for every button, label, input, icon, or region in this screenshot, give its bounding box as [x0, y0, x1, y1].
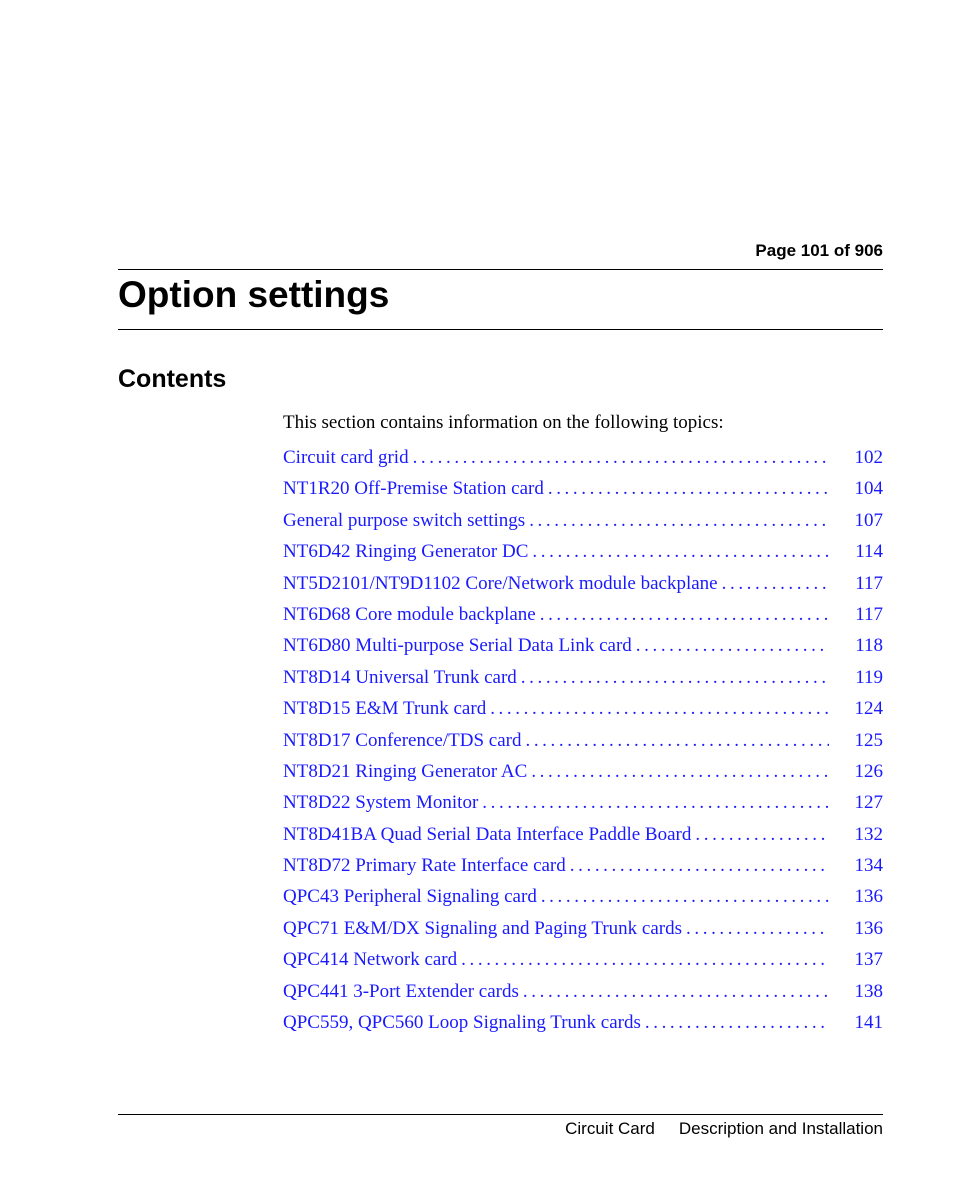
toc-dot-leader	[544, 477, 829, 501]
toc-entry[interactable]	[283, 477, 883, 508]
table-of-contents	[283, 446, 883, 1042]
toc-entry-page[interactable]: 136	[854, 917, 883, 939]
toc-entry-page[interactable]: 118	[855, 635, 883, 657]
toc-entry-page[interactable]: 136	[854, 886, 883, 908]
toc-entry[interactable]	[283, 760, 883, 791]
toc-entry-page[interactable]: 119	[855, 666, 883, 688]
toc-entry[interactable]	[283, 446, 883, 477]
toc-dot-leader	[718, 572, 829, 596]
toc-entry-title[interactable]: QPC414 Network card	[283, 949, 458, 971]
toc-entry-page[interactable]: 141	[854, 1012, 883, 1034]
footer-rule	[118, 1114, 883, 1115]
toc-dot-leader	[521, 729, 829, 753]
toc-entry-title[interactable]: NT6D42 Ringing Generator DC	[283, 541, 529, 563]
toc-entry-page[interactable]: 107	[854, 509, 883, 531]
toc-entry-page[interactable]: 126	[854, 760, 883, 782]
toc-dot-leader	[519, 980, 829, 1004]
footer	[565, 1118, 883, 1139]
toc-entry-title[interactable]: NT8D17 Conference/TDS card	[283, 729, 522, 751]
toc-entry[interactable]	[283, 885, 883, 916]
toc-entry-title[interactable]: NT8D72 Primary Rate Interface card	[283, 855, 566, 877]
toc-entry-title[interactable]: Circuit card grid	[283, 447, 409, 468]
title-bottom-rule	[118, 329, 883, 330]
toc-dot-leader	[457, 948, 829, 972]
toc-entry-page[interactable]: 138	[854, 980, 883, 1002]
toc-entry-title[interactable]: QPC441 3-Port Extender cards	[283, 980, 519, 1002]
toc-entry-title[interactable]: NT8D41BA Quad Serial Data Interface Paddle Board	[283, 823, 692, 845]
toc-dot-leader	[409, 446, 829, 470]
toc-entry-page[interactable]: 102	[854, 447, 883, 468]
toc-entry-page[interactable]: 127	[854, 792, 883, 814]
toc-dot-leader	[525, 509, 829, 533]
toc-entry-page[interactable]: 104	[854, 478, 883, 500]
toc-entry[interactable]	[283, 823, 883, 854]
toc-entry-title[interactable]: NT8D22 System Monitor	[283, 792, 479, 814]
toc-entry-title[interactable]: NT6D68 Core module backplane	[283, 603, 536, 625]
toc-dot-leader	[528, 540, 829, 564]
contents-heading: Contents	[118, 365, 227, 393]
toc-entry-page[interactable]: 125	[854, 729, 883, 751]
title-top-rule	[118, 269, 883, 270]
toc-entry-title[interactable]: QPC43 Peripheral Signaling card	[283, 886, 537, 908]
toc-dot-leader	[527, 760, 829, 784]
page-number: Page 101 of 906	[755, 241, 883, 260]
toc-dot-leader	[641, 1011, 829, 1035]
toc-entry[interactable]	[283, 540, 883, 571]
toc-dot-leader	[566, 854, 829, 878]
toc-entry-page[interactable]: 114	[855, 541, 883, 563]
toc-entry-page[interactable]: 132	[854, 823, 883, 845]
toc-entry-title[interactable]: QPC559, QPC560 Loop Signaling Trunk cards	[283, 1012, 641, 1034]
toc-entry[interactable]	[283, 854, 883, 885]
toc-entry[interactable]	[283, 980, 883, 1011]
toc-entry-title[interactable]: General purpose switch settings	[283, 509, 526, 531]
toc-dot-leader	[478, 791, 829, 815]
toc-entry[interactable]	[283, 697, 883, 728]
toc-entry[interactable]	[283, 572, 883, 603]
footer-book-subtitle: Description and Installation	[678, 1119, 883, 1138]
toc-dot-leader	[691, 823, 829, 847]
toc-entry[interactable]	[283, 1011, 883, 1042]
toc-entry-page[interactable]: 134	[854, 855, 883, 877]
toc-entry[interactable]	[283, 634, 883, 665]
toc-entry[interactable]	[283, 509, 883, 540]
toc-dot-leader	[517, 666, 829, 690]
toc-entry[interactable]	[283, 603, 883, 634]
toc-entry-title[interactable]: NT6D80 Multi-purpose Serial Data Link card	[283, 635, 632, 657]
toc-entry[interactable]	[283, 729, 883, 760]
contents-intro: This section contains information on the following topics:	[283, 412, 724, 433]
toc-entry[interactable]	[283, 948, 883, 979]
toc-entry-title[interactable]: QPC71 E&M/DX Signaling and Paging Trunk cards	[283, 917, 683, 939]
toc-dot-leader	[537, 885, 829, 909]
toc-dot-leader	[632, 634, 829, 658]
toc-entry-title[interactable]: NT8D15 E&M Trunk card	[283, 698, 487, 720]
toc-dot-leader	[682, 917, 829, 941]
toc-entry[interactable]	[283, 791, 883, 822]
toc-entry-title[interactable]: NT8D14 Universal Trunk card	[283, 666, 517, 688]
toc-entry[interactable]	[283, 666, 883, 697]
toc-entry-title[interactable]: NT1R20 Off-Premise Station card	[283, 478, 544, 500]
toc-entry-page[interactable]: 117	[855, 572, 883, 594]
toc-entry-title[interactable]: NT5D2101/NT9D1102 Core/Network module backplane	[283, 572, 718, 594]
toc-dot-leader	[486, 697, 829, 721]
footer-book-title: Circuit Card	[565, 1119, 655, 1138]
toc-entry[interactable]	[283, 917, 883, 948]
toc-entry-page[interactable]: 124	[854, 698, 883, 720]
page-title: Option settings	[118, 274, 390, 315]
toc-entry-page[interactable]: 137	[854, 949, 883, 971]
toc-entry-title[interactable]: NT8D21 Ringing Generator AC	[283, 760, 528, 782]
toc-dot-leader	[536, 603, 829, 627]
toc-entry-page[interactable]: 117	[855, 603, 883, 625]
